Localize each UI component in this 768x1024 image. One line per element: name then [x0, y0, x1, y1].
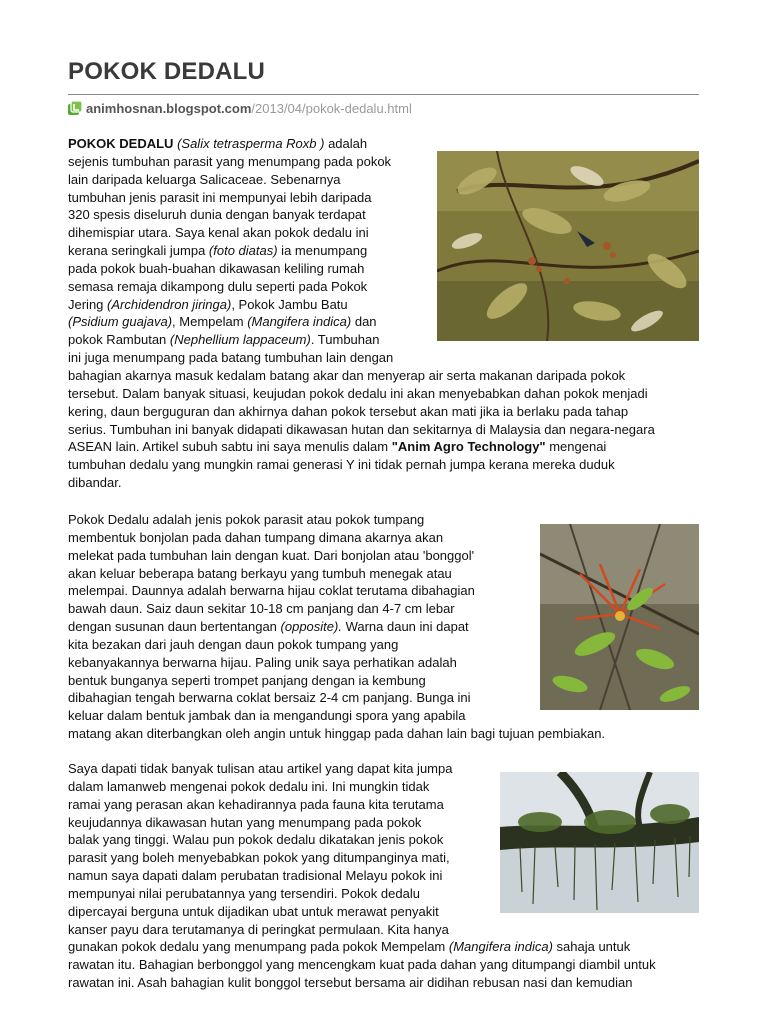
- text-line: [68, 367, 700, 385]
- text-run: kebanyakannya berwarna hijau. Paling unik saya perhatikan adalah: [68, 654, 457, 670]
- title-divider: [68, 94, 699, 95]
- text-run: namun saya dapati dalam perubatan tradisional Melayu pokok ini: [68, 868, 443, 884]
- text-run: 320 spesis diseluruh dunia dengan banyak terdapat: [68, 207, 366, 223]
- text-run: tumbuhan dedalu yang mungkin ramai generasi Y ini tidak pernah jumpa kerana mereka duduk: [68, 457, 615, 473]
- dedalu-flower-photo: [540, 524, 699, 710]
- text-line: [68, 974, 700, 992]
- text-run: parasit yang boleh menyebabkan pokok yang ditumpanginya mati,: [68, 850, 450, 866]
- text-run: pokok Rambutan: [68, 332, 170, 348]
- italic-text: (foto diatas): [208, 243, 278, 259]
- text-line: [68, 938, 700, 956]
- text-line: [68, 438, 700, 456]
- text-run: kerana seringkali jumpa: [68, 243, 209, 259]
- text-run: Warna daun ini dapat: [341, 619, 469, 635]
- text-line: [68, 956, 700, 974]
- text-run: kita bezakan dari jauh dengan daun pokok tumpang yang: [68, 636, 399, 652]
- text-line: [68, 349, 700, 367]
- text-run: Jering: [68, 296, 108, 312]
- bold-text: POKOK DEDALU: [68, 136, 174, 151]
- text-line: [68, 421, 700, 439]
- text-run: adalah: [324, 136, 368, 151]
- text-run: lain daripada keluarga Salicaceae. Sebenarnya: [68, 171, 341, 187]
- text-run: bawah daun. Saiz daun sekitar 10-18 cm panjang dan 4-7 cm lebar: [68, 601, 455, 617]
- text-run: rawatan itu. Bahagian berbonggol yang mencengkam kuat pada dahan yang ditumpangi diambil untuk: [68, 957, 656, 973]
- text-run: mempunyai nilai perubatannya yang tersendiri. Pokok dedalu: [68, 885, 420, 901]
- text-run: balak yang tinggi. Walau pun pokok dedalu dikatakan jenis pokok: [68, 832, 444, 848]
- text-run: dalam lamanweb mengenai pokok dedalu ini. Ini mungkin tidak: [68, 778, 430, 794]
- text-run: pada pokok buah-buahan dikawasan keliling rumah: [68, 260, 365, 276]
- text-run: matang akan diterbangkan oleh angin untuk hinggap pada dahan lain bagi tujuan pembiakan.: [68, 726, 606, 742]
- text-line: [68, 385, 700, 403]
- text-run: dibahagian tengah berwarna coklat bersaiz 2-4 cm panjang. Bunga ini: [68, 690, 471, 706]
- bold-text: "Anim Agro Technology": [391, 439, 546, 455]
- text-run: Pokok Dedalu adalah jenis pokok parasit atau pokok tumpang: [68, 512, 425, 527]
- text-run: keluar dalam bentuk jambak dan ia mengandungi spora yang apabila: [68, 708, 466, 724]
- text-run: rawatan ini. Asah bahagian kulit bonggol tersebut bersama air didihan rebusan nasi dan kemudian: [68, 975, 633, 991]
- italic-text: (Mangifera indica): [448, 939, 553, 955]
- text-line: [68, 403, 700, 421]
- italic-text: (Mangifera indica): [247, 314, 352, 330]
- text-run: mengenai: [545, 439, 607, 455]
- text-run: akan keluar beberapa batang berkayu yang tumbuh menegak atau: [68, 565, 452, 581]
- text-run: tumbuhan jenis parasit ini mempunyai lebih daripada: [68, 189, 372, 205]
- text-run: dipercayai berguna untuk dijadikan ubat untuk merawat penyakit: [68, 903, 439, 919]
- text-run: bahagian akarnya masuk kedalam batang akar dan menyerap air serta makanan daripada pokok: [68, 367, 626, 383]
- page-title: POKOK DEDALU: [68, 58, 266, 85]
- source-link[interactable]: [68, 99, 412, 117]
- text-run: ramai yang perasan akan kehadirannya pada fauna kita terutama: [68, 796, 444, 812]
- dedalu-branch-photo: [500, 772, 699, 913]
- text-line: [68, 456, 700, 474]
- text-run: bentuk bunganya seperti trompet panjang dengan ia kembung: [68, 672, 426, 688]
- text-run: dibandar.: [68, 475, 122, 491]
- text-run: sejenis tumbuhan parasit yang menumpang pada pokok: [68, 153, 392, 169]
- italic-text: (Nephellium lappaceum): [169, 332, 311, 348]
- text-run: dan: [351, 314, 377, 330]
- text-run: Saya dapati tidak banyak tulisan atau artikel yang dapat kita jumpa: [68, 761, 453, 776]
- italic-text: (Salix tetrasperma Roxb ): [177, 136, 325, 151]
- text-line: [68, 474, 700, 492]
- text-run: sahaja untuk: [552, 939, 631, 955]
- italic-text: (opposite).: [280, 619, 342, 635]
- text-run: serius. Tumbuhan ini banyak didapati dikawasan hutan dan sekitarnya di Malaysia dan negara-negara: [68, 421, 655, 437]
- text-run: , Mempelam: [172, 314, 248, 330]
- text-run: , Pokok Jambu Batu: [231, 296, 348, 312]
- text-run: ASEAN lain. Artikel subuh sabtu ini saya menulis dalam: [68, 439, 392, 455]
- text-run: kering, daun berguguran dan akhirnya dahan pokok tersebut akan mati jika ia berlaku pada tahap: [68, 403, 629, 419]
- italic-text: (Psidium guajava): [68, 314, 173, 330]
- text-run: dengan susunan daun bertentangan: [68, 619, 281, 635]
- text-run: melekat pada tumbuhan lain dengan kuat. Dari bonjolan atau 'bonggol': [68, 547, 475, 563]
- text-run: semasa remaja dikampong dulu seperti pada Pokok: [68, 278, 368, 294]
- dedalu-foliage-photo: [437, 151, 699, 341]
- text-line: [68, 921, 700, 939]
- italic-text: (Archidendron jiringa): [107, 296, 232, 312]
- text-run: tersebut. Dalam banyak situasi, keujudan pokok dedalu ini akan menyebabkan dahan pokok menjadi: [68, 385, 648, 401]
- blog-link-icon: [68, 101, 82, 115]
- text-run: kanser payu dara terutamanya di peringkat permulaan. Kita hanya: [68, 921, 449, 937]
- source-path[interactable]: /2013/04/pokok-dedalu.html: [251, 100, 412, 116]
- source-host[interactable]: animhosnan.blogspot.com: [86, 100, 252, 116]
- text-run: melempai. Daunnya adalah berwarna hijau coklat terutama dibahagian: [68, 583, 475, 599]
- text-run: dihemispiar utara. Saya kenal akan pokok dedalu ini: [68, 225, 369, 241]
- text-run: gunakan pokok dedalu yang menumpang pada pokok Mempelam: [68, 939, 449, 955]
- text-line: [68, 725, 700, 743]
- text-run: ia menumpang: [277, 243, 368, 259]
- text-run: . Tumbuhan: [310, 332, 380, 348]
- text-run: keujudannya dikawasan hutan yang menumpang pada pokok: [68, 814, 422, 830]
- text-run: membentuk bonjolan pada dahan tumpang dimana akarnya akan: [68, 529, 444, 545]
- text-run: ini juga menumpang pada batang tumbuhan lain dengan: [68, 350, 394, 366]
